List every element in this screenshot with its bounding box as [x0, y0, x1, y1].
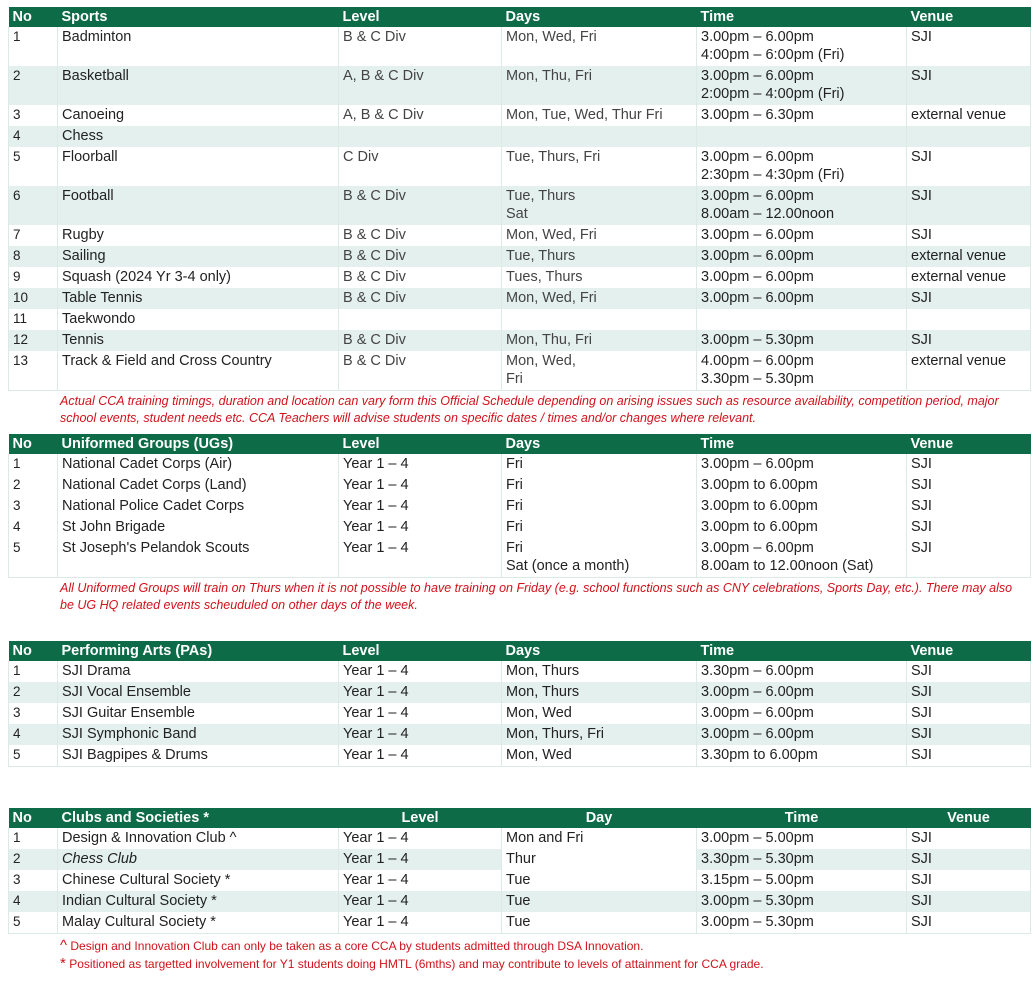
clubs-note-innovation — [8, 937, 1030, 955]
row-days: Mon, Thurs, Fri — [502, 724, 697, 745]
row-level: Year 1 – 4 — [339, 454, 502, 475]
time-line-2: 3.30pm – 5.30pm — [701, 371, 814, 387]
row-days: Fri — [502, 517, 697, 538]
row-no: 1 — [9, 454, 58, 475]
row-time: 3.00pm – 6.00pm — [697, 724, 907, 745]
row-name: Badminton — [58, 27, 339, 66]
row-time: 3.00pm – 5.30pm — [697, 330, 907, 351]
row-venue: SJI — [907, 66, 1031, 105]
row-time: 3.00pm – 6.30pm — [697, 105, 907, 126]
row-days: Mon, Thurs — [502, 661, 697, 682]
row-days: Fri — [502, 454, 697, 475]
days-line: Fri — [506, 540, 523, 556]
row-no: 1 — [9, 27, 58, 66]
row-no: 4 — [9, 517, 58, 538]
row-level — [339, 126, 502, 147]
row-name: Rugby — [58, 225, 339, 246]
row-no: 1 — [9, 828, 58, 849]
time-line-2: 8.00am to 12.00noon (Sat) — [701, 558, 874, 574]
ugs-table — [8, 434, 1031, 578]
row-name: SJI Drama — [58, 661, 339, 682]
row-time: 3.00pm – 6.00pm — [697, 454, 907, 475]
row-venue: SJI — [907, 724, 1031, 745]
row-level: B & C Div — [339, 351, 502, 391]
row-time: 3.00pm to 6.00pm — [697, 517, 907, 538]
row-venue: SJI — [907, 330, 1031, 351]
header-level: Level — [339, 641, 502, 661]
table-row — [9, 745, 1031, 767]
row-name: Malay Cultural Society * — [58, 912, 339, 934]
table-row — [9, 891, 1031, 912]
row-venue: SJI — [907, 661, 1031, 682]
header-venue: Venue — [907, 7, 1031, 27]
row-name: National Police Cadet Corps — [58, 496, 339, 517]
ugs-note: All Uniformed Groups will train on Thurs when it is not possible to have training on Friday (e.g. school functions such as CNY celebrations, Sports Day, etc.). There may also be UG HQ related events scheuduled on other days of the week. — [60, 581, 1013, 612]
table-row — [9, 849, 1031, 870]
row-no: 13 — [9, 351, 58, 391]
row-no: 2 — [9, 849, 58, 870]
row-venue: SJI — [907, 454, 1031, 475]
pas-header-row — [9, 641, 1031, 661]
row-name: Football — [58, 186, 339, 225]
row-level: B & C Div — [339, 330, 502, 351]
row-name: Table Tennis — [58, 288, 339, 309]
row-level: Year 1 – 4 — [339, 912, 502, 934]
row-time — [697, 538, 907, 578]
row-no: 4 — [9, 891, 58, 912]
row-level: Year 1 – 4 — [339, 724, 502, 745]
header-level: Level — [339, 808, 502, 828]
row-name: Tennis — [58, 330, 339, 351]
row-level: A, B & C Div — [339, 105, 502, 126]
row-venue: SJI — [907, 517, 1031, 538]
row-days: Mon, Wed — [502, 703, 697, 724]
row-name: SJI Symphonic Band — [58, 724, 339, 745]
row-venue: SJI — [907, 912, 1031, 934]
row-time: 3.00pm – 6.00pm — [697, 267, 907, 288]
time-line: 3.00pm – 6.00pm — [701, 540, 814, 556]
row-days: Fri — [502, 475, 697, 496]
time-line: 3.00pm – 6.00pm — [701, 68, 814, 84]
row-days: Tue — [502, 891, 697, 912]
table-row — [9, 454, 1031, 475]
row-level — [339, 309, 502, 330]
row-name: Chinese Cultural Society * — [58, 870, 339, 891]
row-no: 10 — [9, 288, 58, 309]
table-row — [9, 351, 1031, 391]
row-days: Tue — [502, 870, 697, 891]
row-venue: SJI — [907, 27, 1031, 66]
row-days: Tues, Thurs — [502, 267, 697, 288]
row-time — [697, 351, 907, 391]
sports-section — [8, 7, 1030, 427]
table-row — [9, 870, 1031, 891]
row-time — [697, 147, 907, 186]
row-time: 3.30pm – 5.30pm — [697, 849, 907, 870]
time-line: 4.00pm – 6.00pm — [701, 353, 814, 369]
row-level: Year 1 – 4 — [339, 849, 502, 870]
row-level: B & C Div — [339, 288, 502, 309]
row-venue: SJI — [907, 828, 1031, 849]
sports-header-row — [9, 7, 1031, 27]
header-no: No — [9, 641, 58, 661]
table-row — [9, 538, 1031, 578]
row-days: Tue, Thurs — [502, 246, 697, 267]
row-level: Year 1 – 4 — [339, 891, 502, 912]
row-days: Mon, Wed, Fri — [502, 27, 697, 66]
row-name: Canoeing — [58, 105, 339, 126]
table-row — [9, 27, 1031, 66]
row-time: 3.00pm – 5.30pm — [697, 891, 907, 912]
table-row — [9, 186, 1031, 225]
row-venue: SJI — [907, 682, 1031, 703]
row-no: 3 — [9, 870, 58, 891]
time-line-2: 2:30pm – 4:30pm (Fri) — [701, 167, 845, 183]
row-name: Design & Innovation Club ^ — [58, 828, 339, 849]
row-name: SJI Vocal Ensemble — [58, 682, 339, 703]
row-no: 2 — [9, 66, 58, 105]
row-venue: SJI — [907, 475, 1031, 496]
row-name: St John Brigade — [58, 517, 339, 538]
row-time — [697, 186, 907, 225]
row-name: Squash (2024 Yr 3-4 only) — [58, 267, 339, 288]
row-venue: external venue — [907, 267, 1031, 288]
row-no: 3 — [9, 703, 58, 724]
header-time: Time — [697, 7, 907, 27]
row-no: 5 — [9, 538, 58, 578]
row-level: B & C Div — [339, 246, 502, 267]
row-venue: SJI — [907, 870, 1031, 891]
row-days: Mon, Tue, Wed, Thur Fri — [502, 105, 697, 126]
table-row — [9, 475, 1031, 496]
row-name: Taekwondo — [58, 309, 339, 330]
row-level: Year 1 – 4 — [339, 703, 502, 724]
row-no: 5 — [9, 745, 58, 767]
row-days: Tue, Thurs, Fri — [502, 147, 697, 186]
row-no: 8 — [9, 246, 58, 267]
row-venue: SJI — [907, 891, 1031, 912]
header-sports: Sports — [58, 7, 339, 27]
row-venue: SJI — [907, 186, 1031, 225]
row-no: 3 — [9, 105, 58, 126]
row-level: Year 1 – 4 — [339, 682, 502, 703]
table-row — [9, 126, 1031, 147]
row-name: Sailing — [58, 246, 339, 267]
row-no: 5 — [9, 912, 58, 934]
row-venue: SJI — [907, 225, 1031, 246]
caret-mark: ^ — [60, 937, 68, 954]
header-level: Level — [339, 434, 502, 454]
time-line-2: 2:00pm – 4:00pm (Fri) — [701, 86, 845, 102]
table-row — [9, 661, 1031, 682]
header-venue: Venue — [907, 434, 1031, 454]
row-level: C Div — [339, 147, 502, 186]
row-days — [502, 126, 697, 147]
row-name: National Cadet Corps (Land) — [58, 475, 339, 496]
row-level: B & C Div — [339, 186, 502, 225]
row-venue: SJI — [907, 147, 1031, 186]
row-no: 5 — [9, 147, 58, 186]
header-day: Day — [502, 808, 697, 828]
row-level: Year 1 – 4 — [339, 828, 502, 849]
row-days: Mon and Fri — [502, 828, 697, 849]
row-days: Fri — [502, 496, 697, 517]
row-no: 1 — [9, 661, 58, 682]
row-days — [502, 309, 697, 330]
row-name: Chess Club — [58, 849, 339, 870]
header-venue: Venue — [907, 808, 1031, 828]
row-time: 3.00pm – 6.00pm — [697, 288, 907, 309]
row-time: 3.00pm to 6.00pm — [697, 496, 907, 517]
header-time: Time — [697, 434, 907, 454]
row-no: 2 — [9, 475, 58, 496]
header-time: Time — [697, 808, 907, 828]
row-venue: external venue — [907, 351, 1031, 391]
note-text: Positioned as targetted involvement for Y1 students doing HMTL (6mths) and may contribute to levels of attainment for CCA grade. — [69, 957, 764, 971]
table-row — [9, 496, 1031, 517]
clubs-header-row — [9, 808, 1031, 828]
table-row — [9, 703, 1031, 724]
days-line: Tue, Thurs — [506, 188, 576, 204]
row-venue: SJI — [907, 288, 1031, 309]
table-row — [9, 225, 1031, 246]
row-level: Year 1 – 4 — [339, 475, 502, 496]
row-time — [697, 309, 907, 330]
row-name: Basketball — [58, 66, 339, 105]
ugs-header-row — [9, 434, 1031, 454]
sports-table — [8, 7, 1031, 391]
header-days: Days — [502, 7, 697, 27]
row-name: Chess — [58, 126, 339, 147]
row-venue: SJI — [907, 849, 1031, 870]
table-row — [9, 724, 1031, 745]
row-level: Year 1 – 4 — [339, 496, 502, 517]
table-row — [9, 288, 1031, 309]
table-row — [9, 246, 1031, 267]
header-pas: Performing Arts (PAs) — [58, 641, 339, 661]
table-row — [9, 66, 1031, 105]
row-name: National Cadet Corps (Air) — [58, 454, 339, 475]
row-venue: SJI — [907, 538, 1031, 578]
row-time: 3.30pm to 6.00pm — [697, 745, 907, 767]
row-time: 3.00pm to 6.00pm — [697, 475, 907, 496]
row-name: SJI Bagpipes & Drums — [58, 745, 339, 767]
row-name: Indian Cultural Society * — [58, 891, 339, 912]
row-no: 3 — [9, 496, 58, 517]
row-name: SJI Guitar Ensemble — [58, 703, 339, 724]
clubs-section — [8, 808, 1030, 973]
row-level: B & C Div — [339, 267, 502, 288]
header-clubs: Clubs and Societies * — [58, 808, 339, 828]
header-no: No — [9, 808, 58, 828]
row-level: Year 1 – 4 — [339, 870, 502, 891]
row-level: B & C Div — [339, 225, 502, 246]
header-ugs: Uniformed Groups (UGs) — [58, 434, 339, 454]
row-time: 3.00pm – 5.00pm — [697, 828, 907, 849]
row-time — [697, 27, 907, 66]
header-days: Days — [502, 434, 697, 454]
row-no: 11 — [9, 309, 58, 330]
table-row — [9, 309, 1031, 330]
row-level: Year 1 – 4 — [339, 661, 502, 682]
row-no: 7 — [9, 225, 58, 246]
header-no: No — [9, 7, 58, 27]
row-level: Year 1 – 4 — [339, 745, 502, 767]
days-line-2: Sat — [506, 206, 528, 222]
row-no: 9 — [9, 267, 58, 288]
row-no: 4 — [9, 724, 58, 745]
row-time: 3.00pm – 6.00pm — [697, 703, 907, 724]
row-level: A, B & C Div — [339, 66, 502, 105]
table-row — [9, 517, 1031, 538]
row-days: Tue — [502, 912, 697, 934]
row-name: St Joseph's Pelandok Scouts — [58, 538, 339, 578]
time-line-2: 8.00am – 12.00noon — [701, 206, 835, 222]
days-line-2: Sat (once a month) — [506, 558, 630, 574]
days-line: Mon, Wed, — [506, 353, 576, 369]
pas-section — [8, 641, 1030, 767]
row-level: B & C Div — [339, 27, 502, 66]
row-no: 12 — [9, 330, 58, 351]
row-days: Mon, Thu, Fri — [502, 330, 697, 351]
row-name: Track & Field and Cross Country — [58, 351, 339, 391]
row-venue: external venue — [907, 105, 1031, 126]
row-days: Mon, Wed — [502, 745, 697, 767]
time-line: 3.00pm – 6.00pm — [701, 149, 814, 165]
time-line: 3.00pm – 6.00pm — [701, 188, 814, 204]
row-time: 3.15pm – 5.00pm — [697, 870, 907, 891]
row-time: 3.00pm – 6.00pm — [697, 225, 907, 246]
row-days: Mon, Wed, Fri — [502, 225, 697, 246]
header-no: No — [9, 434, 58, 454]
row-level: Year 1 – 4 — [339, 517, 502, 538]
header-time: Time — [697, 641, 907, 661]
row-venue: external venue — [907, 246, 1031, 267]
row-time: 3.00pm – 6.00pm — [697, 682, 907, 703]
row-days: Mon, Wed, Fri — [502, 288, 697, 309]
row-name: Floorball — [58, 147, 339, 186]
table-row — [9, 912, 1031, 934]
days-line-2: Fri — [506, 371, 523, 387]
row-time: 3.00pm – 6.00pm — [697, 246, 907, 267]
row-no: 2 — [9, 682, 58, 703]
clubs-note-asterisk — [8, 955, 1030, 973]
note-text: Design and Innovation Club can only be taken as a core CCA by students admitted through DSA Innovation. — [70, 939, 644, 953]
asterisk-mark: * — [60, 955, 66, 972]
table-row — [9, 682, 1031, 703]
time-line: 3.00pm – 6.00pm — [701, 29, 814, 45]
row-days — [502, 186, 697, 225]
table-row — [9, 267, 1031, 288]
table-row — [9, 147, 1031, 186]
table-row — [9, 828, 1031, 849]
row-venue — [907, 126, 1031, 147]
time-line-2: 4:00pm – 6:00pm (Fri) — [701, 47, 845, 63]
header-venue: Venue — [907, 641, 1031, 661]
row-time — [697, 126, 907, 147]
row-no: 6 — [9, 186, 58, 225]
header-days: Days — [502, 641, 697, 661]
table-row — [9, 330, 1031, 351]
sports-note: Actual CCA training timings, duration and location can vary form this Official Schedule depending on arising issues such as resource availability, competition period, major school events, student needs etc. CCA Teachers will advise students on specific dates / times and/or changes where relevant. — [60, 394, 999, 425]
table-row — [9, 105, 1031, 126]
row-time: 3.00pm – 5.30pm — [697, 912, 907, 934]
row-venue: SJI — [907, 703, 1031, 724]
row-days — [502, 351, 697, 391]
row-venue: SJI — [907, 745, 1031, 767]
pas-table — [8, 641, 1031, 767]
row-days — [502, 538, 697, 578]
clubs-table — [8, 808, 1031, 934]
ugs-section — [8, 434, 1030, 614]
row-time — [697, 66, 907, 105]
row-no: 4 — [9, 126, 58, 147]
row-venue — [907, 309, 1031, 330]
row-days: Thur — [502, 849, 697, 870]
header-level: Level — [339, 7, 502, 27]
row-level: Year 1 – 4 — [339, 538, 502, 578]
row-time: 3.30pm – 6.00pm — [697, 661, 907, 682]
row-days: Mon, Thurs — [502, 682, 697, 703]
row-venue: SJI — [907, 496, 1031, 517]
row-days: Mon, Thu, Fri — [502, 66, 697, 105]
